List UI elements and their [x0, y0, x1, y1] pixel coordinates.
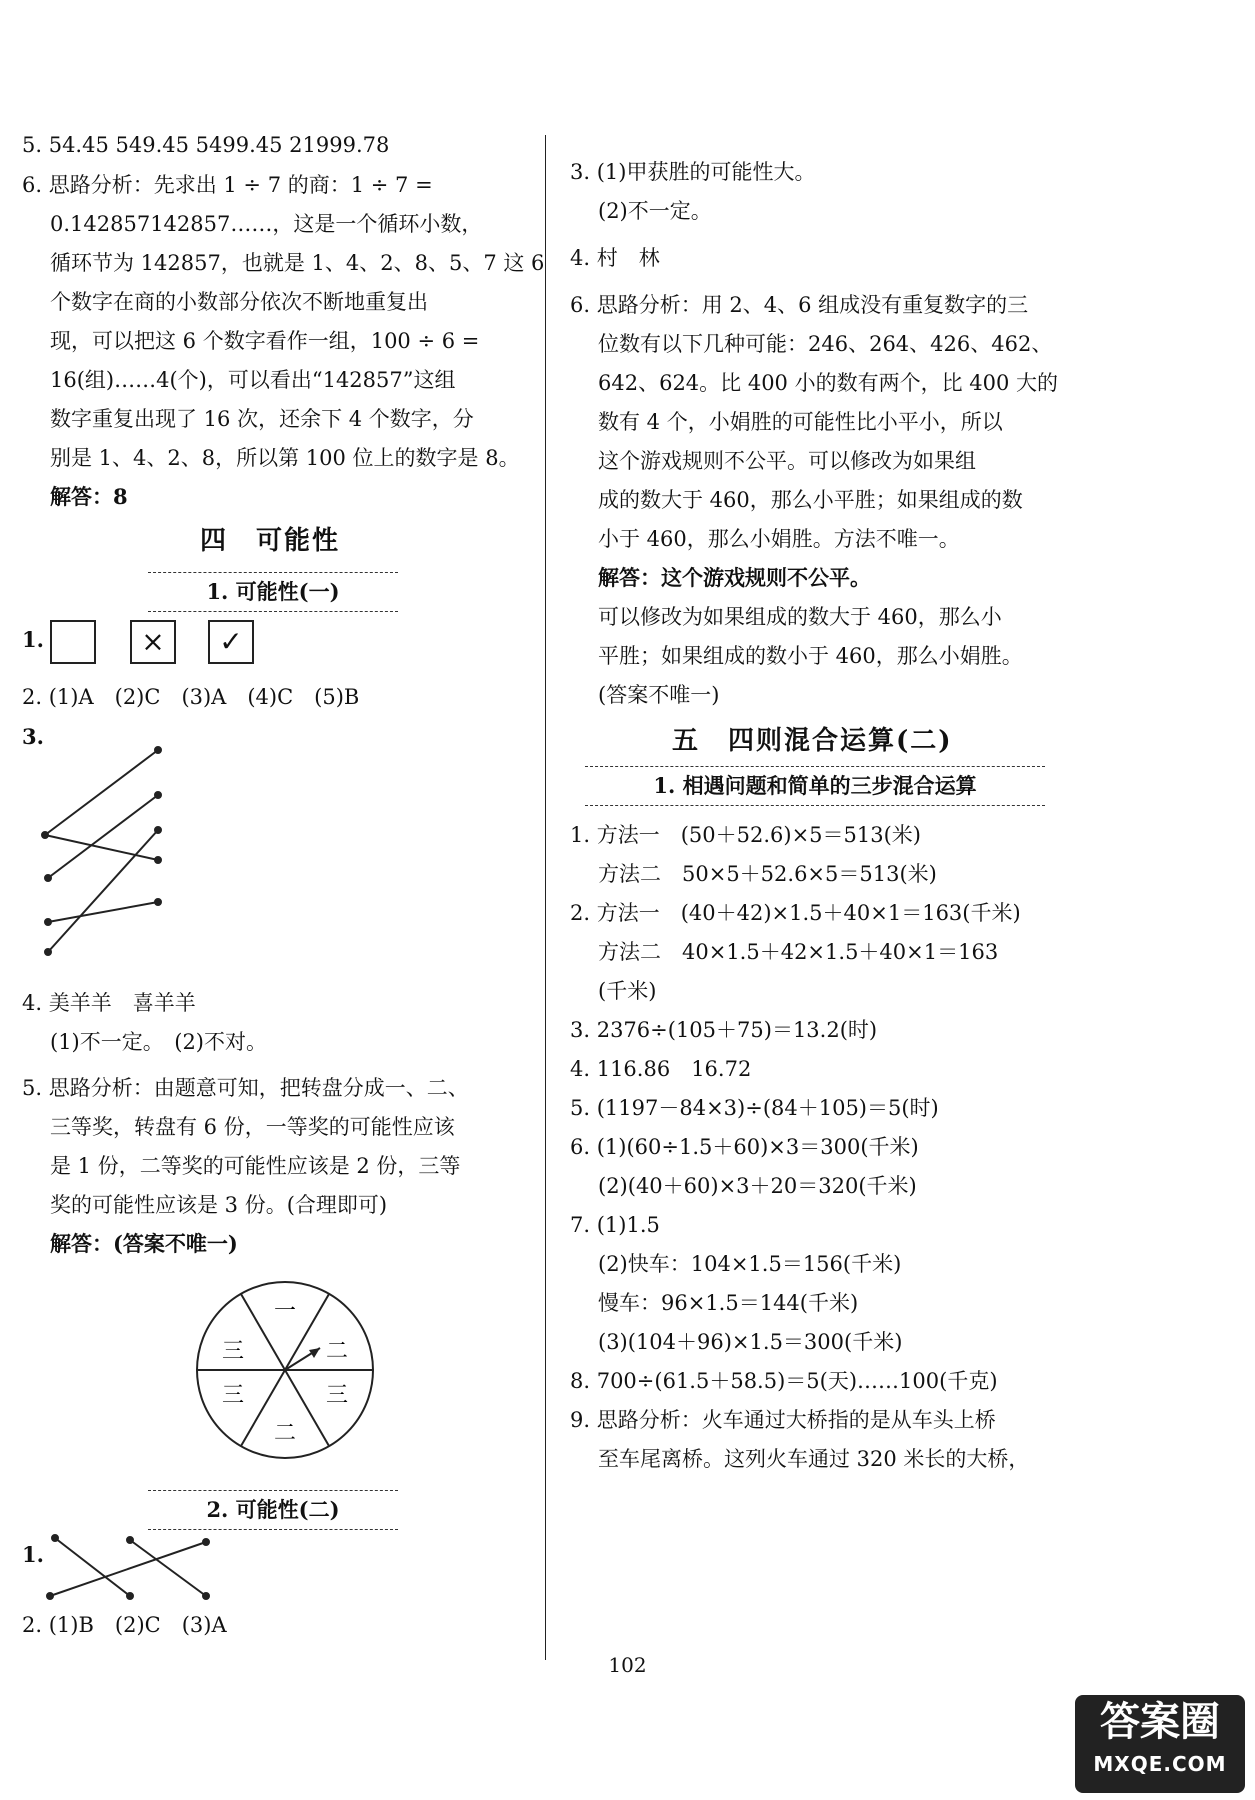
spinner-label: 三	[221, 1383, 245, 1408]
r-line: 6. (1)(60÷1.5＋60)×3＝300(千米)	[570, 1135, 919, 1159]
r-answer-6-line: (答案不唯一)	[598, 683, 720, 707]
answer-6-line: 6. 思路分析：先求出 1 ÷ 7 的商：1 ÷ 7 =	[22, 173, 433, 197]
answer-6-line: 现，可以把这 6 个数字看作一组，100 ÷ 6 =	[50, 329, 480, 353]
r-line: 1. 方法一 (50＋52.6)×5＝513(米)	[570, 823, 922, 847]
s1-answer-5-line: 是 1 份，二等奖的可能性应该是 2 份，三等	[50, 1154, 461, 1178]
s2-q1-label: 1.	[22, 1542, 44, 1567]
spinner-label: 二	[325, 1339, 349, 1364]
r-answer-3: 3. (1)甲获胜的可能性大。	[570, 160, 816, 184]
s1-answer-4-detail: (1)不一定。 (2)不对。	[50, 1030, 267, 1054]
r-line: 3. 2376÷(105＋75)＝13.2(时)	[570, 1018, 878, 1042]
s1-answer-5-solution: 解答：(答案不唯一)	[50, 1231, 238, 1256]
watermark-url: MXQE.COM	[1093, 1752, 1227, 1776]
r-answer-6-solution: 解答：这个游戏规则不公平。	[598, 565, 871, 590]
spinner-label: 二	[273, 1421, 297, 1446]
r-section-1-title: 1. 相遇问题和简单的三步混合运算	[585, 766, 1045, 806]
answer-6-line: 循环节为 142857，也就是 1、4、2、8、5、7 这 6	[50, 251, 545, 275]
answer-box-cross: ×	[130, 620, 176, 664]
watermark-text: 答案圈	[1100, 1699, 1220, 1745]
spinner-label: 三	[325, 1383, 349, 1408]
r-line: (千米)	[598, 979, 657, 1003]
answer-6-solution: 解答：8	[50, 484, 128, 509]
chapter-4-title: 四 可能性	[200, 526, 341, 556]
r-answer-6-line: 这个游戏规则不公平。可以修改为如果组	[598, 449, 976, 473]
r-answer-3-detail: (2)不一定。	[598, 199, 712, 223]
s2-answer-2: 2. (1)B (2)C (3)A	[22, 1613, 227, 1637]
answer-6-line: 16(组)……4(个)，可以看出“142857”这组	[50, 368, 456, 392]
r-answer-6-line: 成的数大于 460，那么小平胜；如果组成的数	[598, 488, 1023, 512]
r-answer-6-line: 位数有以下几种可能：246、264、426、462、	[598, 332, 1053, 356]
r-line: 9. 思路分析：火车通过大桥指的是从车头上桥	[570, 1408, 996, 1432]
r-answer-6-line: 可以修改为如果组成的数大于 460，那么小	[598, 605, 1002, 629]
r-line: 方法二 50×5＋52.6×5＝513(米)	[598, 862, 937, 886]
s1-answer-2: 2. (1)A (2)C (3)A (4)C (5)B	[22, 685, 360, 709]
r-line: 2. 方法一 (40＋42)×1.5＋40×1＝163(千米)	[570, 901, 1021, 925]
answer-6-line: 0.142857142857……，这是一个循环小数，	[50, 212, 483, 236]
s1-answer-4: 4. 美羊羊 喜羊羊	[22, 991, 196, 1015]
r-line: 8. 700÷(61.5＋58.5)＝5(天)……100(千克)	[570, 1369, 998, 1393]
answer-box-check: ✓	[208, 620, 254, 664]
r-line: (2)(40＋60)×3＋20＝320(千米)	[598, 1174, 917, 1198]
r-line: 4. 116.86 16.72	[570, 1057, 752, 1081]
s1-answer-5-line: 5. 思路分析：由题意可知，把转盘分成一、二、	[22, 1076, 469, 1100]
r-answer-6-line: 6. 思路分析：用 2、4、6 组成没有重复数字的三	[570, 293, 1029, 317]
section-2-title: 2. 可能性(二)	[148, 1490, 398, 1530]
answer-6-line: 别是 1、4、2、8，所以第 100 位上的数字是 8。	[50, 446, 520, 470]
r-answer-6-line: 642、624。比 400 小的数有两个，比 400 大的	[598, 371, 1059, 395]
r-line: 7. (1)1.5	[570, 1213, 660, 1237]
r-line: 5. (1197－84×3)÷(84＋105)＝5(时)	[570, 1096, 939, 1120]
r-answer-6-line: 小于 460，那么小娟胜。方法不唯一。	[598, 527, 960, 551]
r-line: 方法二 40×1.5＋42×1.5＋40×1＝163	[598, 940, 999, 964]
r-line: 慢车：96×1.5＝144(千米)	[598, 1291, 859, 1315]
s1-q1-label: 1.	[22, 627, 44, 652]
watermark-logo	[1075, 1695, 1245, 1793]
r-answer-4: 4. 村 林	[570, 246, 660, 270]
answer-6-line: 个数字在商的小数部分依次不断地重复出	[50, 290, 428, 314]
chapter-5-title: 五 四则混合运算(二)	[672, 726, 953, 756]
answer-6-line: 数字重复出现了 16 次，还余下 4 个数字，分	[50, 407, 474, 431]
s1-answer-5-line: 奖的可能性应该是 3 份。(合理即可)	[50, 1193, 388, 1217]
r-answer-6-line: 平胜；如果组成的数小于 460，那么小娟胜。	[598, 644, 1023, 668]
section-1-title: 1. 可能性(一)	[148, 572, 398, 612]
spinner-label: 三	[221, 1339, 245, 1364]
answer-5: 5. 54.45 549.45 5499.45 21999.78	[22, 133, 390, 157]
page-number: 102	[608, 1653, 647, 1677]
r-line: (3)(104＋96)×1.5＝300(千米)	[598, 1330, 903, 1354]
r-line: 至车尾离桥。这列火车通过 320 米长的大桥，	[598, 1447, 1030, 1471]
r-answer-6-line: 数有 4 个，小娟胜的可能性比小平小，所以	[598, 410, 1003, 434]
r-line: (2)快车：104×1.5＝156(千米)	[598, 1252, 902, 1276]
s1-answer-5-line: 三等奖，转盘有 6 份，一等奖的可能性应该	[50, 1115, 455, 1139]
spinner-label: 一	[273, 1299, 297, 1324]
s1-q3-label: 3.	[22, 724, 44, 749]
